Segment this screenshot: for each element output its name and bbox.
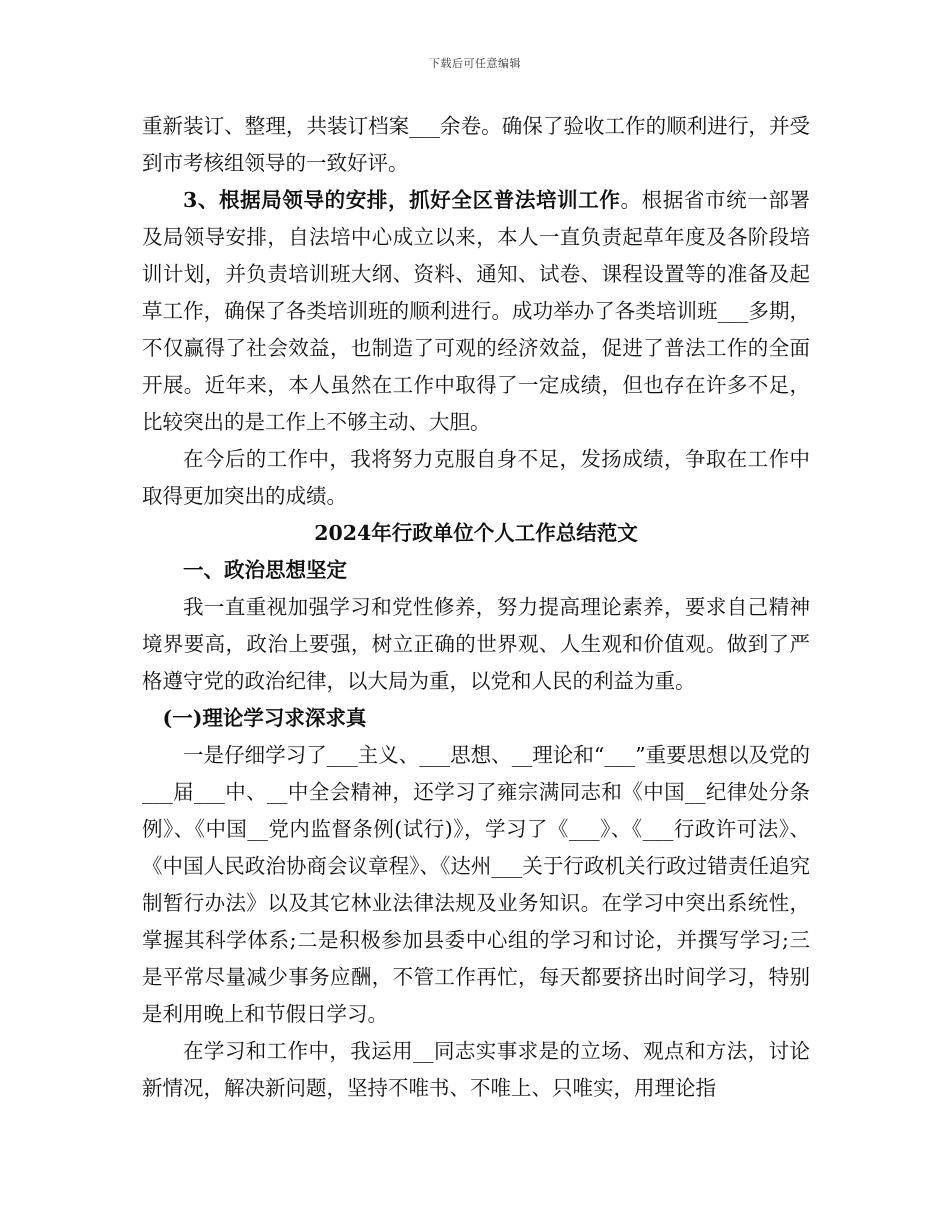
paragraph-future: 在今后的工作中，我将努力克服自身不足，发扬成绩，争取在工作中取得更加突出的成绩。 bbox=[142, 447, 810, 508]
paragraph-practice: 在学习和工作中，我运用__同志实事求是的立场、观点和方法，讨论新情况，解决新问题，坚持不唯书、不唯上、只唯实，用理论指 bbox=[142, 1039, 810, 1100]
paragraph-training-body: 。根据省市统一部署及局领导安排，自法培中心成立以来，本人一直负责起草年度及各阶段培训计划，并负责培训班大纲、资料、通知、试卷、课程设置等的准备及起草工作，确保了各类培训班的顺利进行。成功举办了各类培训班___多期，不仅赢得了社会效益，也制造了可观的经济效益，促进了普法工作的全面开展。近年来，本人虽然在工作中取得了一定成绩，但也存在许多不足，比较突出的是工作上不够主动、大胆。 bbox=[142, 188, 810, 434]
document-body bbox=[142, 108, 810, 1107]
subsection-heading-theory: (一)理论学习求深求真 bbox=[162, 706, 367, 730]
paragraph-theory-study: 一是仔细学习了___主义、___思想、__理论和“___”重要思想以及党的___届___中、__中全会精神，还学习了雍宗满同志和《中国__纪律处分条例》、《中国__党内监督条例(试行)》，学习了《___》、《___行政许可法》、《中国人民政治协商会议章程》、《达州___关于行政机关行政过错责任追究制暂行办法》以及其它林业法律法规及业务知识。在学习中突出系统性，掌握其科学体系;二是积极参加县委中心组的学习和讨论，并撰写学习;三是平常尽量减少事务应酬，不管工作再忙，每天都要挤出时间学习，特别是利用晚上和节假日学习。 bbox=[142, 743, 810, 1026]
paragraph-training-heading: 3、根据局领导的安排，抓好全区普法培训工作 bbox=[183, 188, 621, 212]
section-heading-politics: 一、政治思想坚定 bbox=[183, 558, 347, 582]
paragraph-training bbox=[142, 182, 810, 441]
paragraph-politics: 我一直重视加强学习和党性修养，努力提高理论素养，要求自己精神境界要高，政治上要强，树立正确的世界观、人生观和价值观。做到了严格遵守党的政治纪律，以大局为重，以党和人民的利益为重。 bbox=[142, 595, 810, 693]
page-header: 下载后可任意编辑 bbox=[429, 57, 521, 70]
document-title: 2024年行政单位个人工作总结范文 bbox=[314, 521, 638, 545]
paragraph-continuation: 重新装订、整理，共装订档案___余卷。确保了验收工作的顺利进行，并受到市考核组领导的一致好评。 bbox=[142, 114, 810, 175]
